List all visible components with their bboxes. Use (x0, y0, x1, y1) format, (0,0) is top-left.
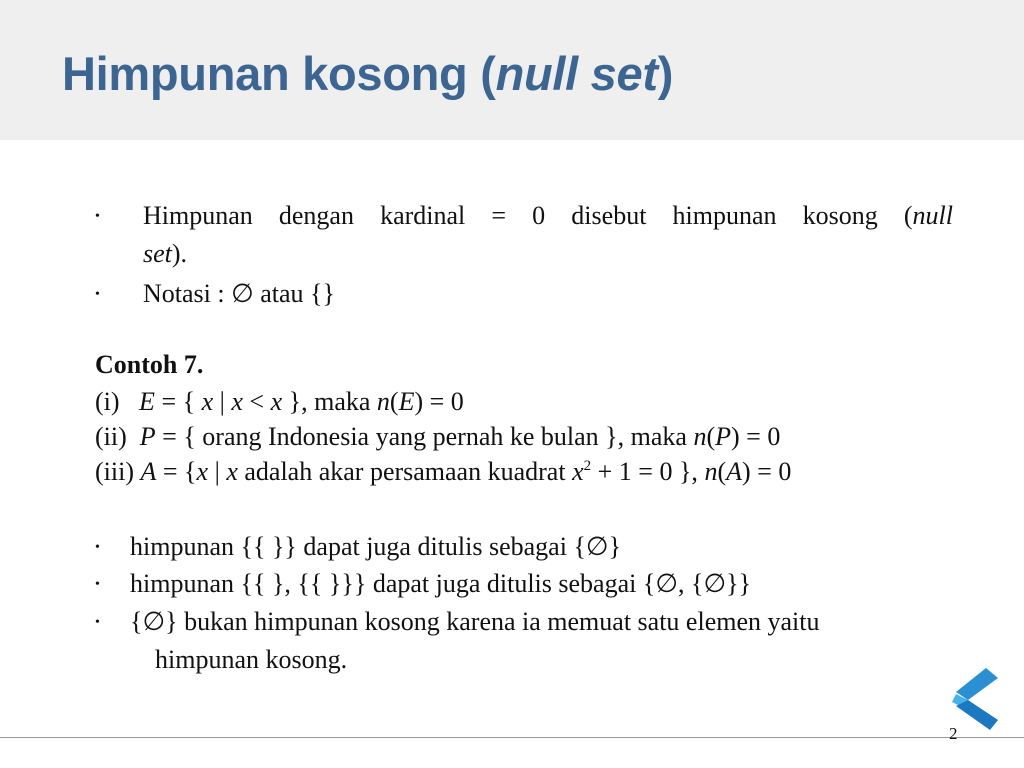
page-number: 2 (949, 724, 958, 743)
footer-divider (0, 737, 1024, 738)
chevron-logo-icon (948, 664, 1004, 732)
bullet-text-nested-sets: himpunan {{ }, {{ }}} dapat juga ditulis sebagai {∅, {∅}} (130, 569, 752, 598)
bullet-text-null-set-line1: Himpunan dengan kardinal = 0 disebut himpunan kosong (null (143, 201, 953, 230)
bullet-text-notation: Notasi : ∅ atau {} (143, 279, 336, 308)
slide-title: Himpunan kosong (null set) (62, 47, 674, 100)
bullet-text-null-set-line2: set). (143, 239, 188, 268)
bullet-text-not-empty-line1: {∅} bukan himpunan kosong karena ia memuat satu elemen yaitu (130, 607, 820, 636)
example-item-iii: (iii) A = {x | x adalah akar persamaan kuadrat $x^2 + 1 = 0$ }, n(A) = 0 (95, 457, 792, 486)
bullet-marker: • (95, 287, 100, 302)
example-title: Contoh 7. (95, 350, 204, 379)
example-item-ii: (ii) P = { orang Indonesia yang pernah ke bulan }, maka n(P) = 0 (95, 422, 781, 451)
bullet-text-not-empty-line2: himpunan kosong. (155, 645, 348, 674)
bullet-marker: • (95, 577, 100, 592)
bullet-text-set-of-empty: himpunan {{ }} dapat juga ditulis sebagai {∅} (130, 532, 622, 561)
bullet-marker: • (95, 540, 100, 555)
bullet-marker: • (95, 615, 100, 630)
bullet-marker: • (95, 209, 100, 224)
example-item-i: (i) E = { x | x < x }, maka n(E) = 0 (95, 387, 464, 416)
